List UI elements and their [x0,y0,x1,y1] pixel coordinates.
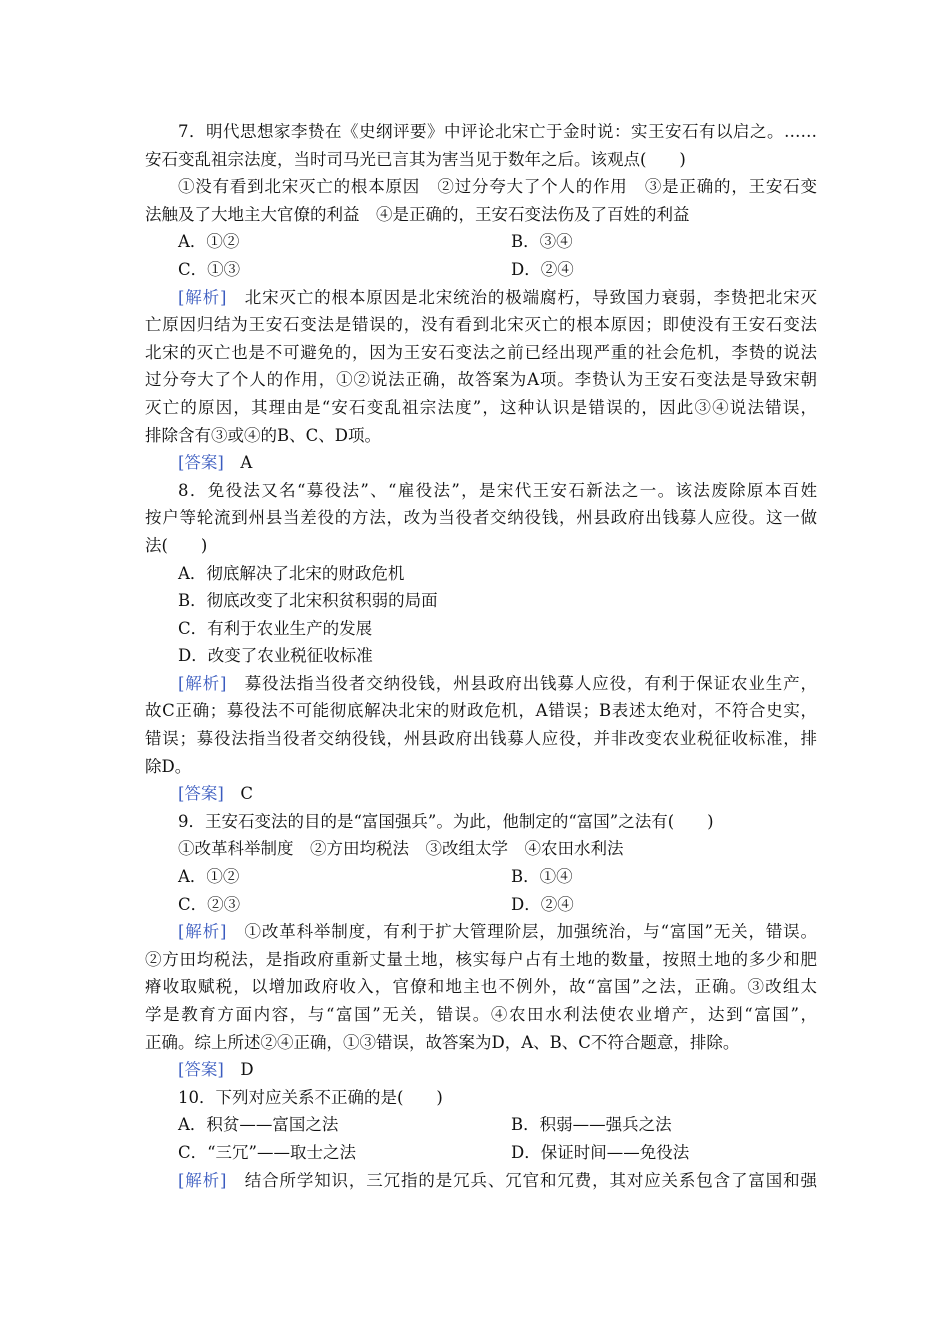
answer-value: C [223,784,253,804]
analysis-7-cont: 灭亡的原因，其理由是“安石变乱祖宗法度”，这种认识是错误的，因此③④说法错误， [145,397,817,417]
question-7-statements: ①没有看到北宋灭亡的根本原因 ②过分夸大了个人的作用 ③是正确的，王安石变 [178,177,817,197]
analysis-text: 北宋灭亡的根本原因是北宋统治的极端腐朽，导致国力衰弱，李贽把北宋灭 [226,287,818,307]
option-b: B．积弱——强兵之法 [511,1115,672,1135]
question-8-stem-cont: 法( ) [145,535,208,555]
question-7-options-row [145,228,817,256]
analysis-tag: [解析] [178,1170,227,1190]
answer-value: D [223,1060,254,1080]
analysis-text: 结合所学知识，三冗指的是冗兵、冗官和冗费，其对应关系包含了富国和强 [226,1170,818,1190]
document-body [145,118,817,1194]
option-c: C．“三冗”——取士之法 [178,1142,356,1162]
option-b: B．③④ [511,232,573,252]
analysis-9 [145,918,817,946]
question-7-options-row [145,256,817,284]
answer-tag: [答案] [178,453,224,473]
option-a: A．①② [178,232,240,252]
question-9-statements: ①改革科举制度 ②方田均税法 ③改组太学 ④农田水利法 [178,839,624,859]
analysis-9-cont: 学是教育方面内容，与“富国”无关，错误。④农田水利法使农业增产，达到“富国”， [145,1005,817,1024]
analysis-7-cont: 北宋的灭亡也是不可避免的，因为王安石变法之前已经出现严重的社会危机，李贽的说法 [145,342,817,362]
analysis-7-cont: 亡原因归结为王安石变法是错误的，没有看到北宋灭亡的根本原因；即使没有王安石变法 [145,315,817,335]
option-a: A．积贫——富国之法 [178,1115,339,1135]
option-c: C．②③ [178,894,241,914]
question-9-stem: 9．王安石变法的目的是“富国强兵”。为此，他制定的“富国”之法有( ) [178,811,714,831]
question-9-options-row [145,891,817,919]
analysis-9-cont: ②方田均税法，是指政府重新丈量土地，核实每户占有土地的数量，按照土地的多少和肥 [145,949,817,969]
answer-tag: [答案] [178,1060,224,1080]
answer-8 [145,780,817,808]
analysis-text: 募役法指当役者交纳役钱，州县政府出钱募人应役，有利于保证农业生产， [226,673,818,693]
question-7-statements-cont: 法触及了大地主大官僚的利益 ④是正确的，王安石变法伤及了百姓的利益 [145,204,690,224]
question-8-stem: 8．免役法又名“募役法”、“雇役法”，是宋代王安石新法之一。该法废除原本百姓 [178,480,817,500]
analysis-tag: [解析] [178,922,227,942]
analysis-8 [145,670,817,698]
answer-value: A [223,453,253,473]
option-d: D．改变了农业税征收标准 [178,646,373,666]
analysis-tag: [解析] [178,287,227,307]
answer-tag: [答案] [178,784,224,804]
question-9-options-row [145,863,817,891]
analysis-9-cont: 瘠收取赋税，以增加政府收入，官僚和地主也不例外，故“富国”之法，正确。③改组太 [145,977,817,997]
option-b: B．彻底改变了北宋积贫积弱的局面 [178,591,438,611]
analysis-9-cont: 正确。综上所述②④正确，①③错误，故答案为D，A、B、C不符合题意，排除。 [145,1032,740,1052]
option-b: B．①④ [511,867,573,887]
question-8-stem-cont: 按户等轮流到州县当差役的方法，改为当役者交纳役钱，州县政府出钱募人应役。这一做 [145,508,817,528]
question-10-options-row [145,1139,817,1167]
analysis-8-cont: 故C正确；募役法不可能彻底解决北宋的财政危机，A错误；B表述太绝对，不符合史实， [145,701,817,721]
question-7-stem-cont: 安石变乱祖宗法度，当时司马光已言其为害当见于数年之后。该观点( ) [145,149,686,169]
option-a: A．彻底解决了北宋的财政危机 [178,563,405,583]
option-c: C．①③ [178,259,241,279]
option-a: A．①② [178,867,240,887]
question-10-stem: 10．下列对应关系不正确的是( ) [178,1087,443,1107]
analysis-text: ①改革科举制度，有利于扩大管理阶层，加强统治，与“富国”无关，错误。 [226,922,818,942]
option-d: D．②④ [511,894,574,914]
answer-9 [145,1056,817,1084]
question-7-stem: 7．明代思想家李贽在《史纲评要》中评论北宋亡于金时说：实王安石有以启之。…… [178,122,817,141]
option-c: C．有利于农业生产的发展 [178,618,373,638]
analysis-8-cont: 除D。 [145,756,192,776]
analysis-7 [145,284,817,312]
analysis-7-cont: 排除含有③或④的B、C、D项。 [145,425,381,445]
analysis-8-cont: 错误；募役法指当役者交纳役钱，州县政府出钱募人应役，并非改变农业税征收标准，排 [145,729,817,749]
analysis-7-cont: 过分夸大了个人的作用，①②说法正确，故答案为A项。李贽认为王安石变法是导致宋朝 [145,370,817,390]
option-d: D．保证时间——免役法 [511,1142,690,1162]
option-d: D．②④ [511,259,574,279]
question-10-options-row [145,1111,817,1139]
analysis-10 [145,1167,817,1195]
analysis-tag: [解析] [178,673,227,693]
answer-7 [145,449,817,477]
